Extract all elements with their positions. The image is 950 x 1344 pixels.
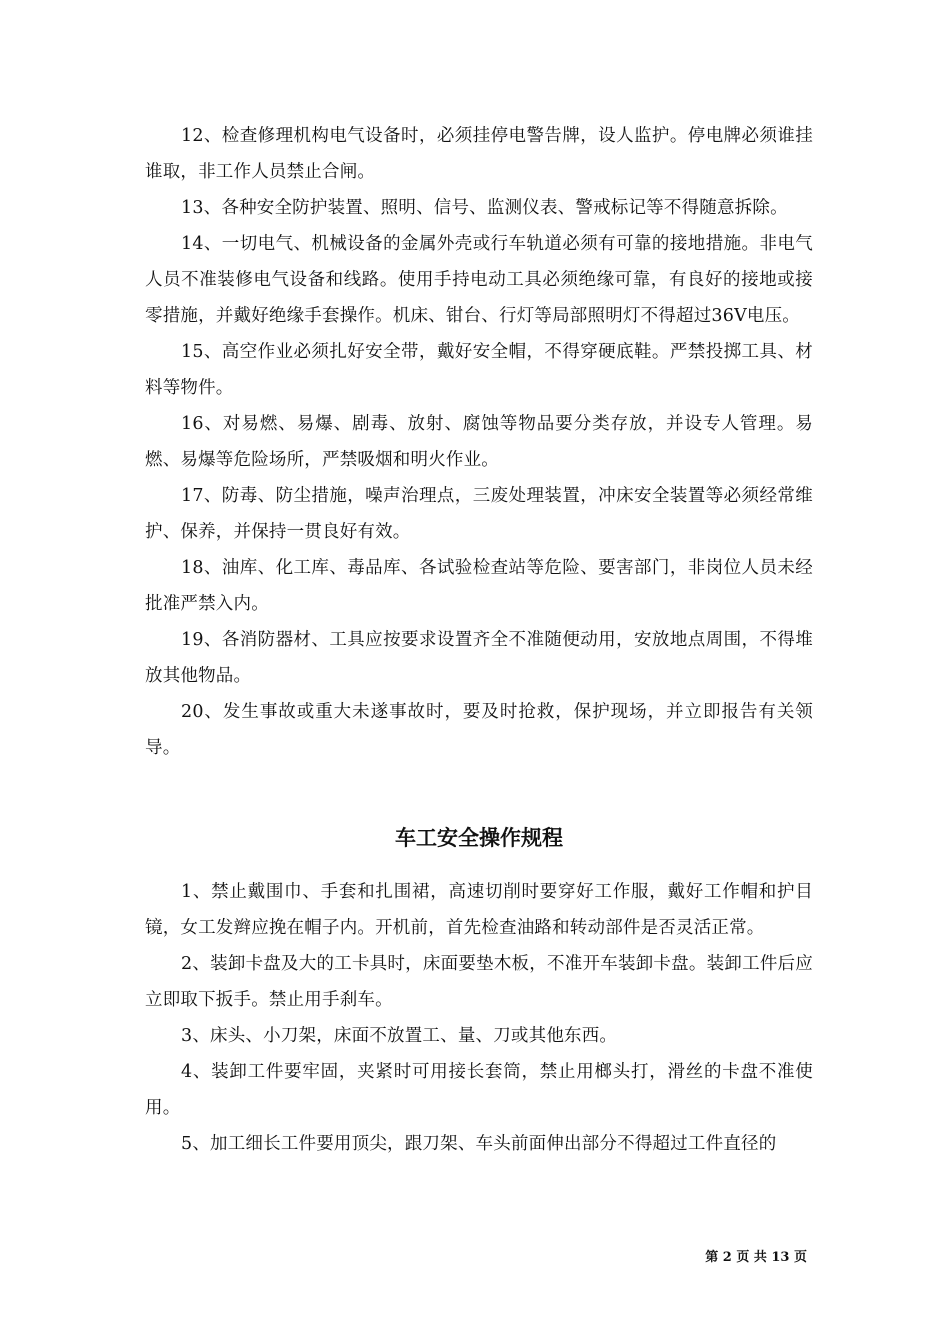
paragraph-16: 16、对易燃、易爆、剧毒、放射、腐蚀等物品要分类存放，并设专人管理。易燃、易爆等危险场所，严禁吸烟和明火作业。 <box>145 414 813 470</box>
lathe-rule-1: 1、禁止戴围巾、手套和扎围裙，高速切削时要穿好工作服，戴好工作帽和护目镜，女工发辫应挽在帽子内。开机前，首先检查油路和转动部件是否灵活正常。 <box>145 882 813 938</box>
lathe-rule-4: 4、装卸工件要牢固，夹紧时可用接长套筒，禁止用榔头打，滑丝的卡盘不准使用。 <box>145 1062 813 1118</box>
page-content <box>145 118 813 1162</box>
paragraph-12: 12、检查修理机构电气设备时，必须挂停电警告牌，设人监护。停电牌必须谁挂谁取，非工作人员禁止合闸。 <box>145 126 813 182</box>
paragraph-18: 18、油库、化工库、毒品库、各试验检查站等危险、要害部门，非岗位人员未经批准严禁入内。 <box>145 558 813 614</box>
paragraph-13: 13、各种安全防护装置、照明、信号、监测仪表、警戒标记等不得随意拆除。 <box>181 198 788 218</box>
paragraph-19: 19、各消防器材、工具应按要求设置齐全不准随便动用，安放地点周围，不得堆放其他物品。 <box>145 630 813 686</box>
paragraph-17: 17、防毒、防尘措施，噪声治理点，三废处理装置，冲床安全装置等必须经常维护、保养，并保持一贯良好有效。 <box>145 486 813 542</box>
lathe-rule-3: 3、床头、小刀架，床面不放置工、量、刀或其他东西。 <box>181 1026 618 1046</box>
paragraph-15: 15、高空作业必须扎好安全带，戴好安全帽，不得穿硬底鞋。严禁投掷工具、材料等物件。 <box>145 342 813 398</box>
lathe-rule-5: 5、加工细长工件要用顶尖，跟刀架、车头前面伸出部分不得超过工件直径的 <box>181 1134 777 1154</box>
page-number-footer: 第 2 页 共 13 页 <box>705 1250 807 1265</box>
section-title: 车工安全操作规程 <box>395 825 563 850</box>
lathe-rule-2: 2、装卸卡盘及大的工卡具时，床面要垫木板，不准开车装卸卡盘。装卸工件后应立即取下扳手。禁止用手刹车。 <box>145 954 813 1010</box>
paragraph-14: 14、一切电气、机械设备的金属外壳或行车轨道必须有可靠的接地措施。非电气人员不准装修电气设备和线路。使用手持电动工具必须绝缘可靠，有良好的接地或接零措施，并戴好绝缘手套操作。机床、钳台、行灯等局部照明灯不得超过36V电压。 <box>145 234 813 326</box>
paragraph-20: 20、发生事故或重大未遂事故时，要及时抢救，保护现场，并立即报告有关领导。 <box>145 702 813 758</box>
